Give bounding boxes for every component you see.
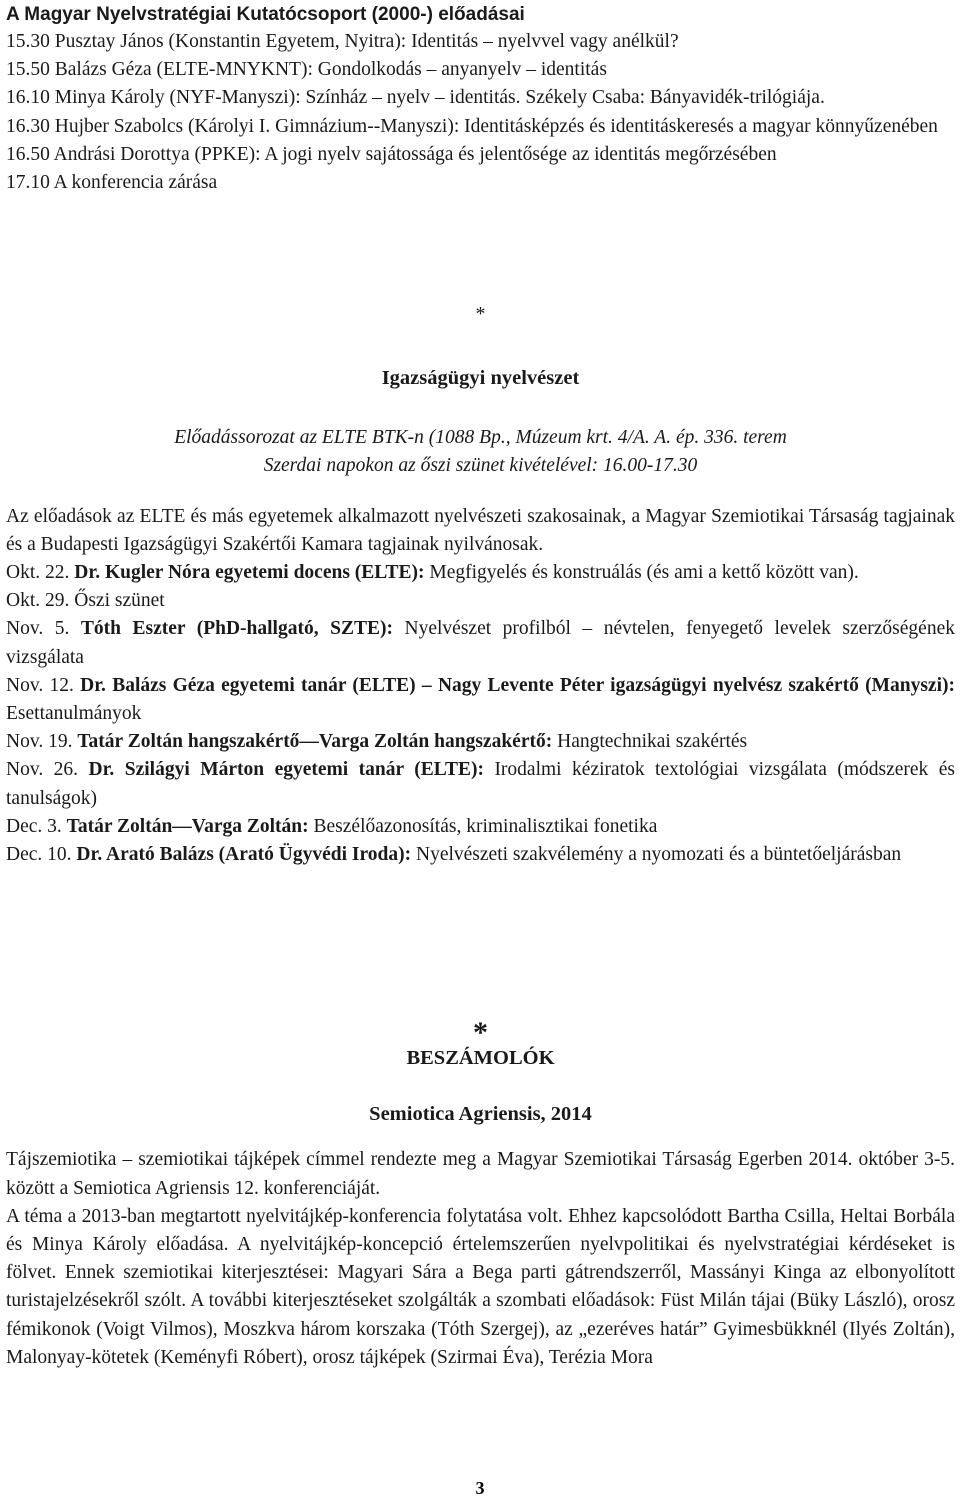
program-item: 15.30 Pusztay János (Konstantin Egyetem, Nyitra): Identitás – nyelvvel vagy anélkül? [6,31,679,52]
page-number: 3 [475,1478,485,1498]
lecture-series-intro: Az előadások az ELTE és más egyetemek alkalmazott nyelvészeti szakosainak, a Magyar Szemiotikai Társaság tagjainak és a Budapesti Igazságügyi Szakértői Kamara tagjainak nyilvánosak. [6,505,955,555]
lecture-entry [6,672,955,728]
lecture-date: Okt. 22. [6,562,75,584]
separator-asterisk: * [473,1016,488,1049]
lecture-series-subtitle: Szerdai napokon az őszi szünet kivételével: 16.00-17.30 [263,455,698,477]
lecture-entry [6,813,955,841]
lecture-entry [6,756,955,812]
lecture-entry [6,841,955,869]
lecture-topic: Megfigyelés és konstruálás (és ami a kettő között van). [424,562,859,584]
lecture-speaker: Dr. Arató Balázs (Arató Ügyvédi Iroda): [76,844,412,866]
lecture-speaker: Dr. Balázs Géza egyetemi tanár (ELTE) – Nagy Levente Péter igazságügyi nyelvész szakértő (Manyszi): [80,674,955,696]
lecture-topic: Irodalmi kéziratok textológiai vizsgálata (módszerek és tanulságok) [6,759,955,809]
lecture-date: Nov. 19. [6,731,78,753]
lecture-speaker: Tatár Zoltán hangszakértő—Varga Zoltán hangszakértő: [77,731,553,753]
lecture-date: Dec. 3. [6,815,67,837]
lecture-topic: Hangtechnikai szakértés [552,731,748,753]
program-item: 16.10 Minya Károly (NYF-Manyszi): Színház – nyelv – identitás. Székely Csaba: Bányavidék-trilógiája. [6,87,825,109]
lecture-speaker: Tóth Eszter (PhD-hallgató, SZTE): [80,618,393,640]
lecture-topic: Esettanulmányok [6,703,142,725]
lecture-speaker: Dr. Szilágyi Márton egyetemi tanár (ELTE): [88,759,484,781]
report-paragraph: A téma a 2013-ban megtartott nyelvitájkép-konferencia folytatása volt. Ehhez kapcsolódott Bartha Csilla, Heltai Borbála és Minya Károly előadása. A nyelvitájkép-koncepció értelemszerűen nyelvpolitikai és nyelvstratégiai kérdéseket is fölvet. Ennek szemiotikai kiterjesztései: Magyari Sára a Bega parti gátrendszerről, Massányi Kinga az elbonyolított turistajelzésekről szólt. A további kiterjesztéseket szolgálták a szombati előadások: Füst Milán tájai (Büky László), orosz fémikonok (Voigt Vilmos), Moszkva három korszaka (Tóth Szergej), az „ezeréves határ” Gyimesbükknél (Ilyés Zoltán), Malonyay-kötetek (Keményfi Róbert), orosz tájképek (Szirmai Éva), Terézia Mora [6,1205,955,1368]
lecture-date: Dec. 10. [6,844,77,866]
lecture-series-subtitle: Előadássorozat az ELTE BTK-n (1088 Bp., Múzeum krt. 4/A. A. ép. 336. terem [174,427,787,449]
reports-section [6,1044,955,1372]
lecture-entry [6,728,955,756]
lecture-topic: Nyelvészeti szakvélemény a nyomozati és a büntetőeljárásban [411,844,902,866]
lecture-topic: Beszélőazonosítás, kriminalisztikai fonetika [308,815,658,837]
program-title: A Magyar Nyelvstratégiai Kutatócsoport (2000-) előadásai [6,4,525,25]
lecture-date: Okt. 29. Őszi szünet [6,590,165,612]
lecture-date: Nov. 26. [6,759,89,781]
program-item: 17.10 A konferencia zárása [6,172,218,194]
separator-asterisk: * [475,303,486,325]
program-item: 15.50 Balázs Géza (ELTE-MNYKNT): Gondolkodás – anyanyelv – identitás [6,59,607,81]
program-item: 16.30 Hujber Szabolcs (Károlyi I. Gimnázium--Manyszi): Identitásképzés és identitáskeresés a magyar könnyűzenében [6,115,938,137]
program-item: 16.50 Andrási Dorottya (PPKE): A jogi nyelv sajátossága és jelentősége az identitás megőrzésében [6,143,777,165]
lecture-entry [6,587,955,615]
lecture-entry [6,559,955,587]
program-section [6,1,955,197]
lecture-speaker: Tatár Zoltán—Varga Zoltán: [66,815,309,837]
lecture-speaker: Dr. Kugler Nóra egyetemi docens (ELTE): [74,562,425,584]
lecture-date: Nov. 12. [6,674,81,696]
report-paragraph: Tájszemiotika – szemiotikai tájképek címmel rendezte meg a Magyar Szemiotikai Társaság Egerben 2014. október 3-5. között a Semiotica Agriensis 12. konferenciáját. [6,1149,955,1199]
reports-heading: BESZÁMOLÓK [406,1047,555,1069]
lecture-series-heading: Igazságügyi nyelvészet [381,367,580,389]
reports-subheading: Semiotica Agriensis, 2014 [369,1103,592,1126]
lecture-date: Nov. 5. [6,618,81,640]
lecture-series-section [6,364,955,869]
lecture-topic: Nyelvészet profilból – névtelen, fenyegető levelek szerzőségének vizsgálata [6,618,955,668]
lecture-entry [6,615,955,671]
